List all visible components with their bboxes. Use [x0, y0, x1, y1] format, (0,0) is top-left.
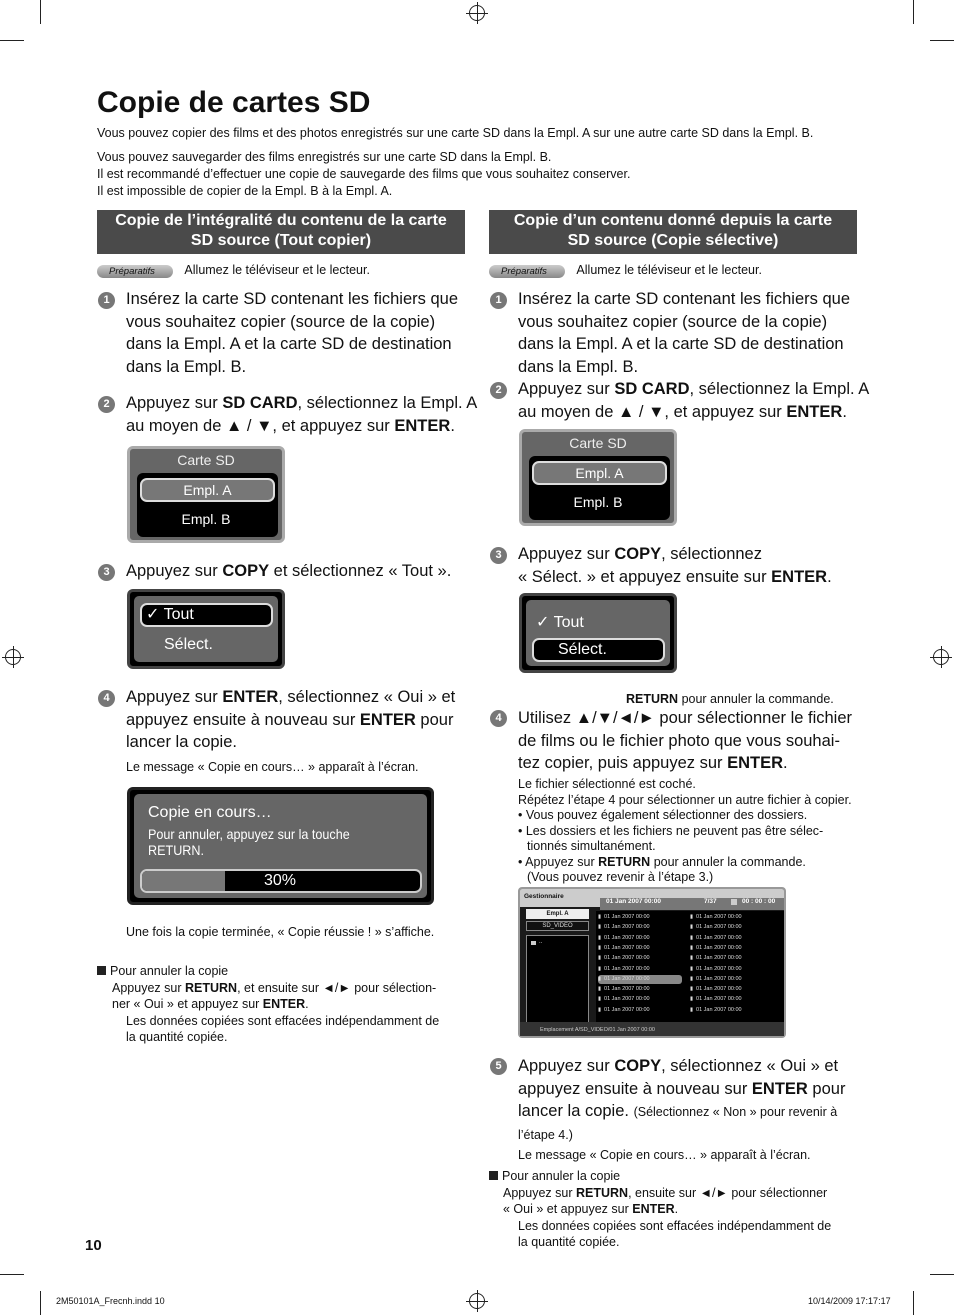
menu-option-empl-b[interactable]: Empl. B — [573, 494, 623, 510]
film-icon: ▮ — [690, 924, 694, 931]
film-icon: ▮ — [598, 996, 602, 1003]
file-entry[interactable] — [690, 954, 774, 963]
file-entry[interactable] — [598, 944, 682, 953]
done-note: Une fois la copie terminée, « Copie réussie ! » s’affiche. — [126, 925, 435, 939]
step-2-text: Appuyez sur SD CARD, sélectionnez la Empl. A au moyen de ▲ / ▼, et appuyez sur ENTER. — [126, 394, 478, 435]
file-entry-label: 01 Jan 2007 00:00 — [696, 924, 742, 931]
film-icon: ▮ — [690, 914, 694, 920]
file-entry-label: 01 Jan 2007 00:00 — [696, 955, 742, 962]
file-entry[interactable] — [690, 913, 774, 922]
film-icon: ▮ — [690, 975, 694, 982]
file-entry-label: 01 Jan 2007 00:00 — [696, 1006, 742, 1013]
step-3-text: Appuyez sur COPY, sélectionnez « Sélect. » et appuyez ensuite sur ENTER. — [518, 545, 832, 586]
location-path: Emplacement A/SD_VIDEO/01 Jan 2007 00:00 — [540, 1027, 655, 1033]
page-number: 10 — [85, 1237, 102, 1254]
step-4-note: Le message « Copie en cours… » apparaît à l’écran. — [126, 760, 419, 774]
file-entry-label: 01 Jan 2007 00:00 — [604, 996, 650, 1003]
file-entry-label: 01 Jan 2007 00:00 — [696, 934, 742, 941]
step-5-text: Appuyez sur COPY, sélectionnez « Oui » et appuyez ensuite à nouveau sur ENTER pour lancer la copie. (Sélectionnez « Non » pour revenir à l’étape 4.) — [518, 1057, 846, 1142]
file-entry[interactable] — [598, 965, 682, 974]
step-number: 4 — [490, 710, 507, 727]
cancel-note-left: Pour annuler la copie Appuyez sur RETURN, et ensuite sur ◄/► pour sélection- ner « Oui » et appuyez sur ENTER. Les données copiées sont effacées indépendamment de la quantité copiée. — [97, 963, 467, 1045]
step-line: Insérez la carte SD contenant les fichiers que — [126, 290, 459, 308]
step-5-note: Le message « Copie en cours… » apparaît à l’écran. — [518, 1148, 811, 1162]
step-number: 2 — [490, 382, 507, 399]
menu-option-empl-a[interactable]: Empl. A — [532, 461, 667, 485]
file-entry-label: 01 Jan 2007 00:00 — [604, 934, 650, 941]
file-entry-label: 01 Jan 2007 00:00 — [604, 986, 650, 993]
option-select[interactable]: Sélect. — [532, 638, 665, 662]
film-icon: ▮ — [598, 914, 602, 920]
file-entry[interactable] — [598, 934, 682, 943]
file-entry[interactable] — [690, 985, 774, 994]
footer-date: 10/14/2009 17:17:17 — [808, 1296, 891, 1306]
option-tout[interactable]: ✓ Tout — [536, 614, 584, 631]
file-entry[interactable] — [598, 995, 682, 1004]
file-manager-screen — [518, 887, 786, 1038]
file-entry[interactable] — [598, 1006, 682, 1015]
copy-progress-dialog — [127, 787, 434, 905]
menu-title: Carte SD — [569, 435, 627, 451]
file-entry-label: 01 Jan 2007 00:00 — [604, 944, 650, 951]
file-entry[interactable] — [690, 923, 774, 932]
film-icon: ▮ — [598, 934, 602, 941]
progress-subtitle: Pour annuler, appuyez sur la touche RETURN. — [148, 826, 350, 858]
film-icon: ▮ — [690, 965, 694, 972]
file-entry[interactable] — [598, 923, 682, 932]
menu-title: Carte SD — [177, 452, 235, 468]
crop-mark — [930, 40, 954, 41]
file-entry-label: 01 Jan 2007 00:00 — [696, 986, 742, 993]
file-list — [596, 911, 784, 1024]
prep-text: Allumez le téléviseur et le lecteur. — [184, 263, 370, 277]
file-entry[interactable] — [598, 913, 682, 922]
file-entry-label: 01 Jan 2007 00:00 — [696, 975, 742, 982]
page-title: Copie de cartes SD — [97, 86, 371, 119]
film-icon: ▮ — [690, 934, 694, 941]
step-line: dans la Empl. B. — [126, 357, 247, 376]
crop-mark — [913, 1291, 914, 1315]
prep-row — [489, 263, 762, 278]
crop-mark — [40, 0, 41, 24]
option-select[interactable]: Sélect. — [164, 636, 213, 653]
sd-card-menu — [127, 446, 285, 543]
copy-mode-menu — [127, 589, 285, 669]
section-header-selective-copy — [489, 210, 857, 254]
step-3-text: Appuyez sur COPY et sélectionnez « Tout ». — [126, 562, 452, 580]
file-entry-label: 01 Jan 2007 00:00 — [604, 965, 650, 972]
progress-percent: 30% — [264, 872, 297, 889]
file-time: 00 : 00 : 00 — [742, 898, 776, 905]
file-entry[interactable] — [690, 965, 774, 974]
file-entry-label: 01 Jan 2007 00:00 — [696, 996, 742, 1003]
film-icon: ▮ — [690, 986, 694, 993]
folder-parent[interactable]: .. — [539, 939, 543, 945]
section-header-line: Copie d’un contenu donné depuis la carte — [513, 212, 833, 229]
file-entry[interactable] — [690, 1006, 774, 1015]
section-header-line: Copie de l’intégralité du contenu de la carte — [115, 212, 447, 229]
step-line: dans la Empl. A et la carte SD de destination — [126, 335, 452, 353]
file-entry[interactable] — [690, 995, 774, 1004]
step-number: 1 — [98, 292, 115, 309]
option-tout[interactable]: ✓ Tout — [140, 603, 273, 627]
file-entry[interactable] — [598, 954, 682, 963]
progress-bar-fill — [142, 871, 225, 891]
file-entry-label: 01 Jan 2007 00:00 — [604, 924, 650, 931]
step-2-text: Appuyez sur SD CARD, sélectionnez la Empl. A au moyen de ▲ / ▼, et appuyez sur ENTER. — [518, 380, 870, 421]
file-count: 7/37 — [704, 898, 717, 905]
step-number: 2 — [98, 396, 115, 413]
folder-tree — [526, 935, 589, 1023]
registration-mark-icon — [933, 649, 949, 665]
film-icon: ▮ — [690, 944, 694, 951]
step-number: 5 — [490, 1058, 507, 1075]
step-line: vous souhaitez copier (source de la copie) — [126, 312, 436, 331]
crop-mark — [40, 1291, 41, 1315]
file-entry-label: 01 Jan 2007 00:00 — [604, 914, 650, 920]
prep-row — [97, 263, 370, 278]
return-note: RETURN pour annuler la commande. — [626, 692, 834, 706]
film-icon: ▮ — [598, 975, 602, 982]
progress-title: Copie en cours… — [148, 804, 272, 821]
crop-mark — [0, 40, 24, 41]
file-entry[interactable] — [690, 934, 774, 943]
step-1-text — [126, 288, 458, 378]
cancel-note-right: Pour annuler la copie Appuyez sur RETURN, ensuite sur ◄/► pour sélectionner « Oui » et appuyez sur ENTER. Les données copiées sont effacées indépendamment de la quantité copiée. — [489, 1168, 859, 1250]
menu-option-empl-b[interactable]: Empl. B — [181, 511, 231, 527]
file-entry-label: 01 Jan 2007 00:00 — [604, 1006, 650, 1013]
footer-file: 2M50101A_Frecnh.indd 10 — [56, 1296, 165, 1306]
crop-mark — [913, 0, 914, 24]
step-number: 3 — [98, 564, 115, 581]
film-icon: ▮ — [598, 944, 602, 951]
step-4-text: Appuyez sur ENTER, sélectionnez « Oui » et appuyez ensuite à nouveau sur ENTER pour lancer la copie. — [126, 688, 456, 751]
crop-mark — [0, 1274, 24, 1275]
file-entry-label: 01 Jan 2007 00:00 — [696, 914, 742, 920]
film-icon: ▮ — [690, 1006, 694, 1013]
folder-label: SD_VIDEO — [526, 921, 589, 931]
slot-tab[interactable]: Empl. A — [526, 909, 589, 919]
registration-mark-icon — [469, 5, 485, 21]
file-entry[interactable] — [598, 975, 682, 984]
intro-text: Il est impossible de copier de la Empl. B à la Empl. A. — [97, 184, 393, 198]
file-entry-label: 01 Jan 2007 00:00 — [696, 944, 742, 951]
intro-text: Vous pouvez sauvegarder des films enregistrés sur une carte SD dans la Empl. B. — [97, 150, 552, 164]
file-entry[interactable] — [598, 985, 682, 994]
step-4-notes: Le fichier sélectionné est coché. Répétez l’étape 4 pour sélectionner un autre fichier à copier. • Vous pouvez également sélectionner des dossiers. • Les dossiers et les fichiers ne peuvent pas être sélec- tionnés simultanément. • Appuyez sur RETURN pour annuler la commande. (Vous pouvez revenir à l’étape 3.) — [518, 777, 852, 884]
menu-option-empl-a[interactable]: Empl. A — [140, 478, 275, 502]
step-number: 1 — [490, 292, 507, 309]
file-entry-label: 01 Jan 2007 00:00 — [696, 965, 742, 972]
file-manager-title: Gestionnaire — [524, 893, 564, 900]
clock-icon — [731, 899, 737, 905]
file-entry[interactable] — [690, 944, 774, 953]
section-header-all-copy — [97, 210, 465, 254]
prep-badge: Préparatifs — [489, 265, 565, 278]
file-date: 01 Jan 2007 00:00 — [606, 898, 661, 905]
sd-card-menu — [519, 429, 677, 526]
film-icon: ▮ — [598, 924, 602, 931]
folder-icon — [531, 941, 536, 945]
file-entry[interactable] — [690, 975, 774, 984]
film-icon: ▮ — [598, 986, 602, 993]
registration-mark-icon — [5, 649, 21, 665]
step-4-text: Utilisez ▲/▼/◄/► pour sélectionner le fichier de films ou le fichier photo que vous souhai- tez copier, puis appuyez sur ENTER. — [518, 709, 853, 772]
crop-mark — [930, 1274, 954, 1275]
film-icon: ▮ — [690, 996, 694, 1003]
film-icon: ▮ — [598, 955, 602, 962]
copy-mode-menu — [519, 593, 677, 673]
intro-text: Il est recommandé d’effectuer une copie de sauvegarde des films que vous souhaitez conserver. — [97, 167, 631, 181]
film-icon: ▮ — [690, 955, 694, 962]
step-1-text: Insérez la carte SD contenant les fichiers que vous souhaitez copier (source de la copie) dans la Empl. A et la carte SD de destination dans la Empl. B. — [518, 290, 851, 376]
section-header-line: SD source (Copie sélective) — [567, 232, 779, 249]
step-number: 4 — [98, 690, 115, 707]
file-entry-label: 01 Jan 2007 00:00 — [604, 975, 650, 982]
registration-mark-icon — [469, 1293, 485, 1309]
prep-text: Allumez le téléviseur et le lecteur. — [576, 263, 762, 277]
film-icon: ▮ — [598, 1006, 602, 1013]
film-icon: ▮ — [598, 965, 602, 972]
prep-badge: Préparatifs — [97, 265, 173, 278]
intro-text: Vous pouvez copier des films et des photos enregistrés sur une carte SD dans la Empl. A sur une autre carte SD dans la Empl. B. — [97, 126, 814, 140]
step-number: 3 — [490, 547, 507, 564]
file-entry-label: 01 Jan 2007 00:00 — [604, 955, 650, 962]
section-header-line: SD source (Tout copier) — [190, 232, 372, 249]
